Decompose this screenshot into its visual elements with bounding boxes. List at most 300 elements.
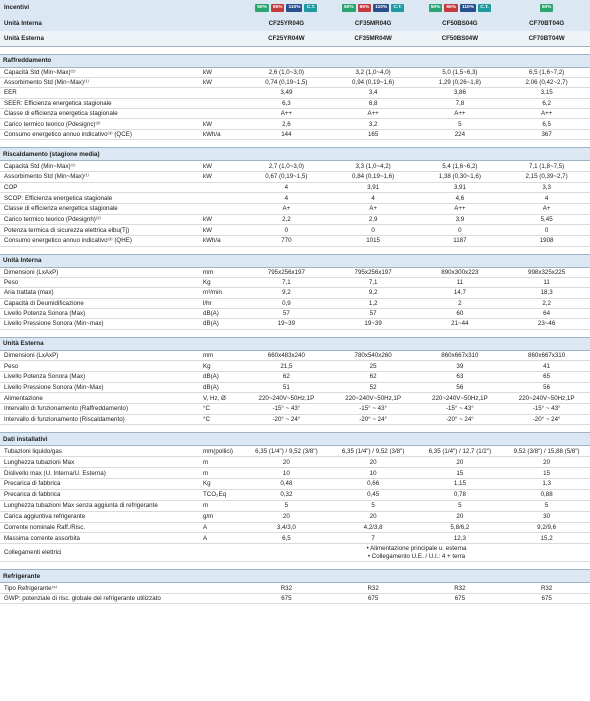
spec-label: Consumo energetico annuo indicativo⁽³⁾ (QHE) <box>4 237 132 245</box>
spec-values <box>243 121 590 128</box>
spec-row <box>0 501 590 512</box>
spec-value: 1,3 <box>542 480 551 488</box>
incentive-badges <box>243 4 590 12</box>
spec-label: Dimensioni (LxAxP) <box>4 268 59 276</box>
spec-row <box>0 225 590 236</box>
merged-line: • Collegamento U.E. / U.I.: 4 + terra <box>367 552 466 560</box>
spec-value: 3,49 <box>280 89 293 97</box>
spec-values <box>243 352 590 359</box>
spec-label: Dislivello max (U. Interna/U. Esterna) <box>4 469 106 477</box>
spec-unit: Kg <box>203 480 211 488</box>
model-esterna: CF35MR04W <box>354 34 392 42</box>
section-gap <box>0 47 590 54</box>
incentive-badge: 50% <box>541 4 552 10</box>
spec-value: 3,4 <box>368 89 378 97</box>
spec-value: 660x483x240 <box>267 351 305 359</box>
spec-value: 7,1 <box>282 279 291 287</box>
spec-row <box>0 372 590 383</box>
spec-value: 20 <box>282 513 290 521</box>
spec-unit: TCO₂Eq <box>203 491 227 499</box>
spec-value: 3,3 <box>542 183 551 191</box>
spec-value: 64 <box>543 310 551 318</box>
spec-value: 0,94 (0,19~1,6) <box>352 79 395 87</box>
spec-value: 0 <box>371 226 375 234</box>
spec-label: Peso <box>4 362 19 370</box>
spec-value: 2 <box>458 299 462 307</box>
spec-values <box>243 269 590 276</box>
spec-unit: l/hr <box>203 299 212 307</box>
spec-value: 3,91 <box>453 183 466 191</box>
spec-value: 57 <box>369 310 377 318</box>
spec-value: 0,9 <box>282 299 291 307</box>
spec-value: 220~240V~50Hz,1P <box>518 394 575 402</box>
spec-value: 3,2 (1,0~4,0) <box>355 68 391 76</box>
spec-row <box>0 479 590 490</box>
section-gap <box>0 330 590 337</box>
spec-label: Tubazioni liquido/gas <box>4 447 62 455</box>
spec-values <box>243 69 590 76</box>
spec-values <box>243 416 590 423</box>
spec-value: 1,2 <box>368 299 378 307</box>
spec-value: R32 <box>280 584 293 592</box>
spec-value: -20° ~ 24° <box>445 415 474 423</box>
spec-label: Capacità di Deumidificazione <box>4 299 84 307</box>
spec-value: 795x256x197 <box>354 268 392 276</box>
spec-value: -20° ~ 24° <box>272 415 301 423</box>
spec-value: 23~46 <box>537 320 556 328</box>
spec-values <box>243 395 590 402</box>
spec-unit: m <box>203 502 209 510</box>
spec-value: 30 <box>543 513 551 521</box>
spec-row <box>0 204 590 215</box>
spec-value: 15 <box>543 469 551 477</box>
spec-value: 20 <box>543 458 551 466</box>
spec-label: Precarica di fabbrica <box>4 480 61 488</box>
spec-value: 890x300x223 <box>441 268 479 276</box>
spec-label: Massima corrente assorbita <box>4 534 80 542</box>
spec-row <box>0 319 590 329</box>
section-gap <box>0 425 590 432</box>
spec-label: Lunghezza tubazioni Max senza aggiunta di refrigerante <box>4 502 158 510</box>
incentive-badge: 65% <box>272 4 283 10</box>
spec-value: 11 <box>543 279 550 287</box>
spec-label: EER <box>4 89 17 97</box>
spec-label: Lunghezza tubazioni Max <box>4 458 75 466</box>
spec-value: A+ <box>369 205 377 213</box>
spec-value: 6,35 (1/4") / 12,7 (1/2") <box>428 447 492 455</box>
spec-value: 4 <box>371 194 375 202</box>
spec-label: Corrente nominale Raff./Risc. <box>4 524 86 531</box>
spec-unit: m <box>203 458 209 466</box>
spec-row <box>0 594 590 605</box>
spec-unit: kW <box>203 173 212 181</box>
spec-value: 39 <box>456 362 464 370</box>
spec-value: 4,2/3,8 <box>363 524 383 531</box>
spec-unit: kW <box>203 120 212 128</box>
spec-label: Capacità Std (Min~Max)⁽¹⁾ <box>4 162 76 170</box>
spec-value: 5,8/6,2 <box>450 524 470 531</box>
spec-unit: A <box>203 524 208 531</box>
spec-value: 144 <box>281 131 292 139</box>
spec-row <box>0 523 590 534</box>
spec-values <box>243 289 590 296</box>
spec-value: 780x540x260 <box>354 351 392 359</box>
esterna-model-row <box>0 31 590 47</box>
spec-value: 6,35 (1/4") / 9,52 (3/8") <box>255 447 318 455</box>
spec-row <box>0 583 590 594</box>
incentive-badge: 110% <box>288 4 301 10</box>
spec-value: 2,6 (1,0~3,0) <box>268 68 304 76</box>
incentive-badge: C.T. <box>391 4 404 12</box>
spec-values <box>243 320 590 327</box>
spec-value: 675 <box>541 595 552 603</box>
spec-row <box>0 457 590 468</box>
incentive-group <box>417 4 504 12</box>
spec-row <box>0 268 590 278</box>
spec-value: 20 <box>456 458 464 466</box>
spec-value: 2,2 <box>282 216 291 224</box>
incentivi-row <box>0 0 590 16</box>
spec-row <box>0 78 590 88</box>
spec-value: A++ <box>280 110 293 118</box>
spec-values <box>243 184 590 191</box>
spec-unit: m³/min <box>203 289 222 297</box>
spec-value: 7,8 <box>455 99 465 107</box>
spec-value: 5,4 (1,6~6,2) <box>442 162 478 170</box>
spec-value: 4 <box>284 183 289 191</box>
spec-value: 1,29 (0,26~1,8) <box>438 79 481 87</box>
section-gap <box>0 247 590 254</box>
spec-label: SEER: Efficienza energetica stagionale <box>4 99 112 107</box>
spec-label: Livello Pressione Sonora (Min~Max) <box>4 383 104 391</box>
spec-value: 9,52 (3/8") / 15,88 (5/8") <box>513 447 580 455</box>
spec-label: Carico termico teorico (Pdesignh)⁽²⁾ <box>4 216 101 224</box>
spec-unit: kW <box>203 162 212 170</box>
spec-unit: Kg <box>203 362 211 370</box>
spec-label: Tipo Refrigerante⁽⁴⁾ <box>4 584 58 592</box>
spec-row <box>0 415 590 426</box>
spec-row <box>0 468 590 479</box>
spec-value: 4 <box>544 194 549 202</box>
spec-label: Collegamenti elettrici <box>4 549 62 557</box>
spec-unit: dB(A) <box>203 383 219 391</box>
spec-value: 770 <box>281 237 292 245</box>
spec-label: Intervallo di funzionamento (Raffreddamento) <box>4 405 129 413</box>
spec-label: Livello Potenza Sonora (Max) <box>4 310 86 318</box>
section-header: Riscaldamento (stagione media) <box>0 147 590 161</box>
spec-label: Classe di efficienza energetica stagionale <box>4 110 118 118</box>
spec-label: Dimensioni (LxAxP) <box>4 351 59 359</box>
spec-value: 20 <box>369 458 377 466</box>
spec-value: 57 <box>282 310 290 318</box>
incentivi-label: Incentivi <box>4 4 30 12</box>
spec-value: 51 <box>282 383 290 391</box>
spec-value: R32 <box>454 584 466 592</box>
spec-row <box>0 533 590 544</box>
spec-values <box>243 373 590 380</box>
spec-value: 0 <box>284 226 289 234</box>
spec-unit: kW <box>203 216 212 224</box>
interna-label: Unità Interna <box>4 19 42 27</box>
spec-row <box>0 172 590 183</box>
spec-values <box>243 502 590 509</box>
spec-value: 2,7 (1,0~3,0) <box>268 162 304 170</box>
spec-row <box>0 119 590 129</box>
model-interna: CF25YR04G <box>268 19 305 27</box>
spec-value: 11 <box>456 279 464 287</box>
spec-value: 0,74 (0,19~1,5) <box>265 79 308 87</box>
spec-row <box>0 236 590 247</box>
interna-model-row <box>0 16 590 32</box>
spec-value: 25 <box>369 362 377 370</box>
incentive-badge: 50% <box>257 4 267 10</box>
spec-row <box>0 512 590 523</box>
spec-value: 0,66 <box>367 480 380 488</box>
incentive-group <box>330 4 417 12</box>
spec-value: 224 <box>454 131 466 139</box>
spec-unit: °C <box>203 415 210 423</box>
spec-row <box>0 309 590 319</box>
spec-value: 3,9 <box>455 216 465 224</box>
spec-value: -15° ~ 43° <box>445 405 474 413</box>
spec-unit: kWh/a <box>203 131 221 139</box>
spec-value: 165 <box>367 131 379 139</box>
spec-value: 62 <box>282 373 290 381</box>
spec-value: R32 <box>367 584 379 592</box>
spec-value: 15,2 <box>540 534 553 542</box>
spec-unit: kW <box>203 226 212 234</box>
section-gap <box>0 562 590 569</box>
spec-value: 1908 <box>539 237 554 245</box>
spec-values <box>243 535 590 542</box>
spec-value: 2,9 <box>368 216 378 224</box>
spec-values <box>243 163 590 170</box>
spec-row <box>0 351 590 362</box>
spec-value: 6,2 <box>542 99 551 107</box>
spec-unit: mm <box>203 268 214 276</box>
spec-value: A++ <box>540 110 553 118</box>
spec-value: 9,2 <box>282 289 291 297</box>
spec-value: -20° ~ 24° <box>532 415 561 423</box>
spec-value: 0,78 <box>453 491 466 499</box>
spec-label: Peso <box>4 279 19 287</box>
spec-value: -15° ~ 43° <box>272 405 301 413</box>
incentive-badge: 110% <box>461 4 474 10</box>
spec-label: Assorbimento Std (Min~Max)⁽¹⁾ <box>4 173 90 181</box>
spec-unit: kW <box>203 68 212 76</box>
spec-value: 5 <box>544 502 549 510</box>
spec-value: 860x667x310 <box>441 351 479 359</box>
spec-value: 18,3 <box>540 289 553 297</box>
spec-value: 7 <box>371 534 375 542</box>
spec-values <box>243 459 590 466</box>
spec-unit: A <box>203 534 208 542</box>
spec-value: 6,5 (1,6~7,2) <box>528 68 565 76</box>
spec-value: A+ <box>542 205 551 213</box>
spec-row <box>0 88 590 98</box>
spec-value: 19~39 <box>364 320 382 328</box>
section-gap <box>0 140 590 147</box>
spec-values <box>243 195 590 202</box>
spec-row <box>0 288 590 298</box>
spec-label: Capacità Std (Min~Max)⁽¹⁾ <box>4 68 76 76</box>
spec-values <box>243 363 590 370</box>
model-interna: CF70BT04G <box>529 19 565 27</box>
spec-values <box>243 513 590 520</box>
spec-value: 6,8 <box>368 99 378 107</box>
spec-value: 675 <box>367 595 379 603</box>
spec-value: 0,84 (0,19~1,6) <box>352 173 395 181</box>
spec-values <box>243 405 590 412</box>
spec-value: 6,5 <box>282 534 291 542</box>
spec-unit: dB(A) <box>203 310 219 318</box>
spec-label: Livello Pressione Sonora (Min~max) <box>4 320 104 328</box>
spec-unit: V, Hz, Ø <box>203 394 226 402</box>
spec-value: 10 <box>282 469 290 477</box>
spec-label: Livello Potenza Sonora (Max) <box>4 373 86 381</box>
spec-value: 0 <box>544 226 549 234</box>
spec-values <box>243 585 590 592</box>
spec-unit: mm(pollici) <box>203 447 233 455</box>
spec-value: 10 <box>369 469 377 477</box>
spec-value: 3,2 <box>368 120 378 128</box>
spec-value: 65 <box>543 373 551 381</box>
spec-value: A+ <box>282 205 291 213</box>
incentive-badge: 50% <box>344 4 354 10</box>
section-header: Unità Esterna <box>0 337 590 351</box>
spec-unit: m <box>203 469 209 477</box>
spec-values <box>243 100 590 107</box>
spec-value: 675 <box>454 595 466 603</box>
spec-value: 220~240V~50Hz,1P <box>432 394 488 402</box>
spec-value: 5 <box>458 120 462 128</box>
spec-value: 0,67 (0,19~1,5) <box>265 173 308 181</box>
spec-value: 5 <box>371 502 375 510</box>
incentive-group <box>503 4 590 12</box>
spec-row <box>0 109 590 119</box>
spec-values <box>243 595 590 602</box>
spec-unit: mm <box>203 351 214 359</box>
spec-value: 20 <box>456 513 464 521</box>
incentive-badge: 65% <box>446 4 456 10</box>
merged-line: • Alimentazione principale u. esterna <box>366 545 467 553</box>
incentive-group <box>243 4 330 12</box>
spec-value: 56 <box>543 383 551 391</box>
spec-value: 1187 <box>453 237 467 245</box>
spec-value: 860x667x310 <box>528 351 566 359</box>
section-header: Unità Interna <box>0 254 590 268</box>
spec-row <box>0 99 590 109</box>
spec-value: 0 <box>458 226 462 234</box>
spec-row <box>0 383 590 394</box>
spec-values <box>243 384 590 391</box>
spec-value: 21,5 <box>280 362 293 370</box>
spec-values <box>243 79 590 86</box>
spec-unit: dB(A) <box>203 373 219 381</box>
section-header: Dati installativi <box>0 432 590 446</box>
spec-value: 2,15 (0,39~2,7) <box>525 173 568 181</box>
spec-value: 9,2 <box>368 289 378 297</box>
spec-value: A++ <box>367 110 379 118</box>
spec-row <box>0 183 590 194</box>
spec-value: 0,48 <box>280 480 293 488</box>
spec-value: -15° ~ 43° <box>359 405 388 413</box>
spec-value: 63 <box>456 373 464 381</box>
spec-label: Consumo energetico annuo indicativo⁽³⁾ (QCE) <box>4 131 132 139</box>
spec-value: 2,06 (0,42~2,7) <box>525 79 568 87</box>
spec-value: 62 <box>369 373 377 381</box>
model-interna: CF35MR04G <box>354 19 392 27</box>
spec-values <box>243 237 590 244</box>
spec-sections <box>0 47 590 605</box>
spec-value: 4 <box>284 194 289 202</box>
spec-label: GWP: potenziale di risc. globale del refrigerante utilizzato <box>4 595 161 603</box>
spec-unit: g/m <box>203 513 214 521</box>
spec-value: 1015 <box>366 237 380 245</box>
spec-value: 220~240V~50Hz,1P <box>345 394 401 402</box>
spec-value: 3,4/3,0 <box>276 524 296 531</box>
spec-value: 367 <box>541 131 552 139</box>
model-esterna: CF70BT04W <box>528 34 565 42</box>
spec-value: 60 <box>456 310 464 318</box>
spec-value: 7,1 (1,8~7,5) <box>528 162 565 170</box>
spec-value: 9,2/9,6 <box>537 524 557 531</box>
spec-values <box>243 216 590 223</box>
spec-value: 0,45 <box>367 491 380 499</box>
model-esterna: CF25YR04W <box>268 34 305 42</box>
spec-value: 0,32 <box>280 491 293 499</box>
spec-value: 4,6 <box>455 194 465 202</box>
spec-label: Intervallo di funzionamento (Riscaldamento) <box>4 415 125 423</box>
spec-value: 20 <box>282 458 290 466</box>
spec-value: 41 <box>543 362 551 370</box>
merged-value <box>243 545 590 560</box>
spec-values <box>243 227 590 234</box>
spec-label: Carico termico teorico (Pdesignc)⁽²⁾ <box>4 120 101 128</box>
spec-value: A++ <box>454 205 466 213</box>
spec-value: 2,6 <box>282 120 291 128</box>
spec-row <box>0 193 590 204</box>
spec-row <box>0 215 590 226</box>
spec-value: 6,5 <box>542 120 551 128</box>
spec-value: 1,15 <box>453 480 466 488</box>
spec-label: COP <box>4 183 18 191</box>
spec-value: 19~39 <box>277 320 296 328</box>
spec-value: 6,3 <box>282 99 291 107</box>
spec-value: R32 <box>540 584 553 592</box>
spec-values <box>243 110 590 117</box>
incentive-badge: C.T. <box>478 4 491 12</box>
section-header: Raffreddamento <box>0 54 590 68</box>
incentive-badge: C.T. <box>304 4 317 12</box>
spec-value: 3,3 (1,0~4,2) <box>355 162 391 170</box>
spec-values <box>243 470 590 477</box>
spec-label: SCOP: Efficienza energetica stagionale <box>4 194 113 202</box>
spec-row-merged <box>0 544 590 562</box>
spec-value: 795x256x197 <box>267 268 305 276</box>
spec-value: 5,45 <box>540 216 553 224</box>
spec-values <box>243 89 590 96</box>
incentive-badge: 65% <box>359 4 370 10</box>
spec-value: 5,0 (1,5~6,3) <box>442 68 478 76</box>
spec-value: 56 <box>456 383 464 391</box>
spec-value: 12,3 <box>453 534 466 542</box>
spec-row <box>0 393 590 404</box>
spec-value: 220~240V~50Hz,1P <box>258 394 315 402</box>
spec-value: 3,86 <box>453 89 466 97</box>
spec-row <box>0 446 590 457</box>
spec-value: 52 <box>369 383 377 391</box>
